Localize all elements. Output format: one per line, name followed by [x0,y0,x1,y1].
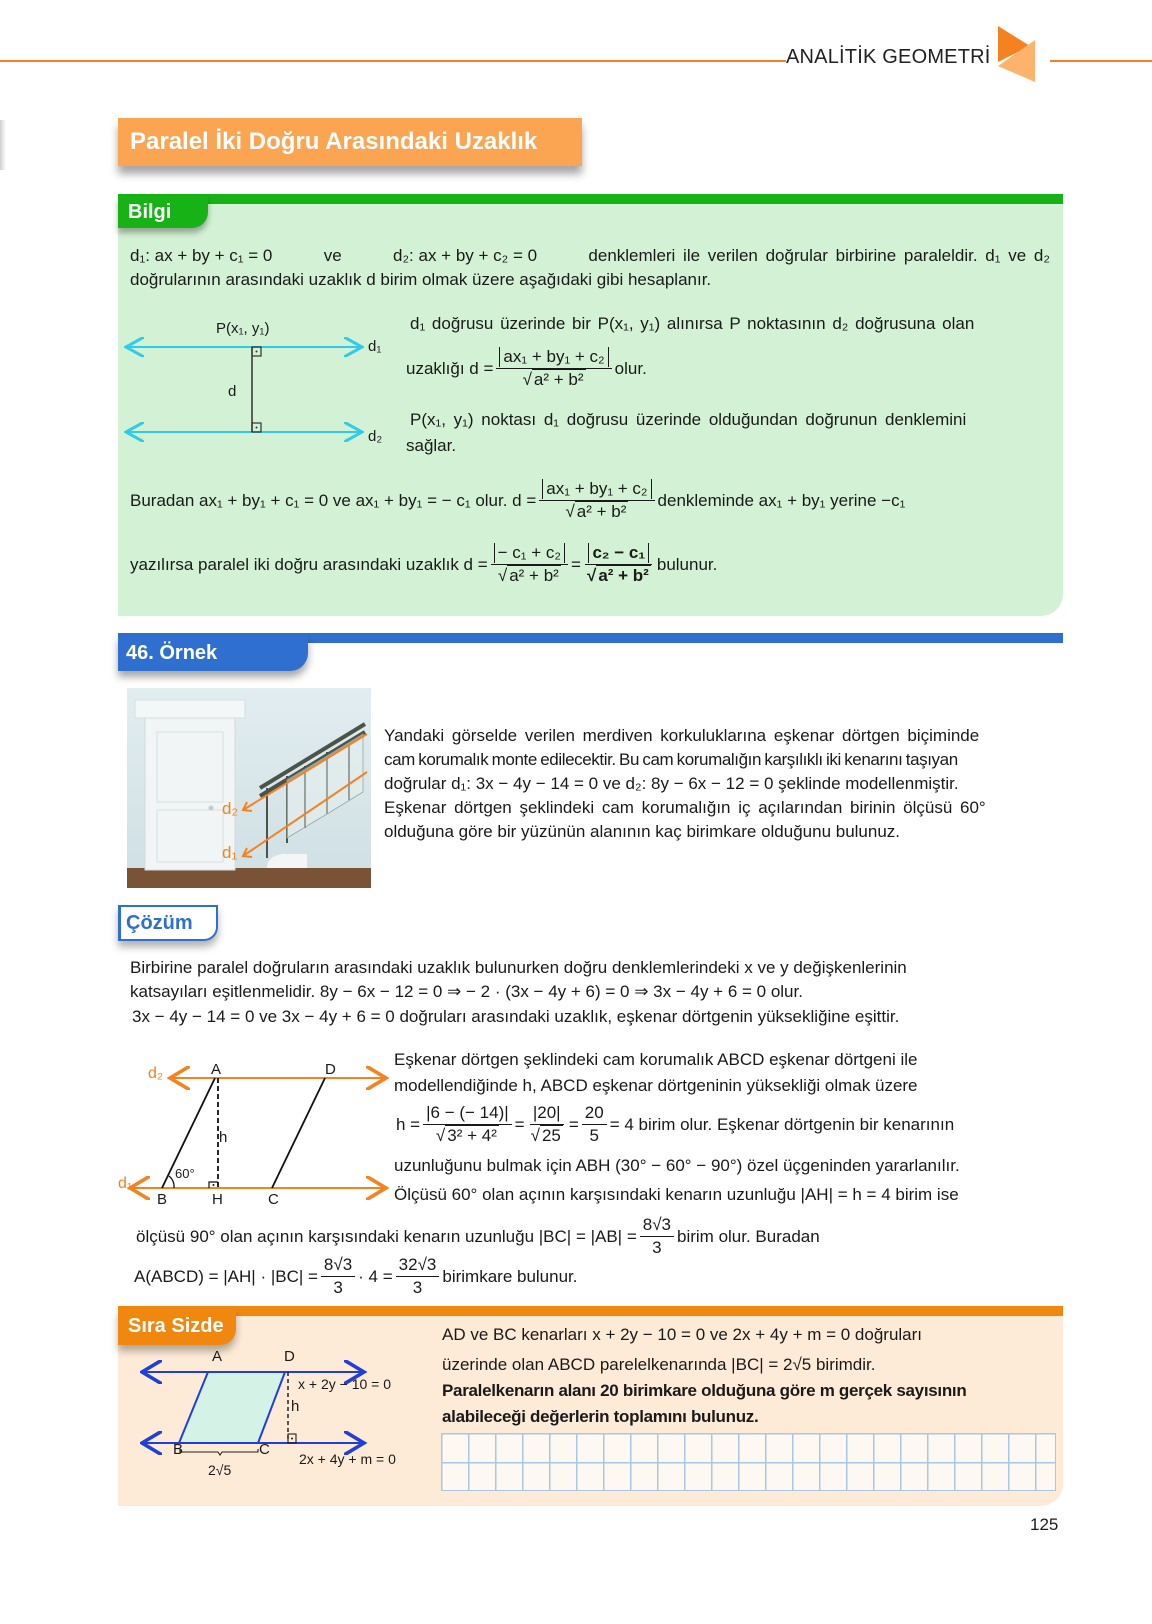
p3-suffix: denkleminde ax₁ + by₁ yerine −c₁ [657,490,906,510]
intro-rest: denklemleri ile verilen doğrular birbirine paraleldir. d₁ ve d₂ [588,246,1050,265]
bilgi-p2-line1: P(x₁, y₁) noktası d₁ doğrusu üzerinde olduğundan doğrunun denklemini [410,410,967,429]
bilgi-p3 [130,478,905,523]
label-D: D [325,1061,336,1078]
h-num1: |6 − (− 14)| [423,1102,512,1125]
label-C: C [268,1191,279,1208]
cozum-area-line [134,1254,578,1299]
area-den2: 3 [412,1278,423,1297]
distance-fraction: $\frac{\text{ax₁ + by₁ + c₂}}{\text{√ a² + b²}}$ [496,346,611,391]
label-A: A [211,1061,222,1078]
d1-equation: d₁: ax + by + c₁ = 0 [130,246,273,265]
ornek-line: olduğuna göre bir yüzünün alanının kaç birimkare olduğunu bulunuz. [384,822,901,841]
p3-fraction: $\frac{\text{ax₁ + by₁ + c₂}}{\text{√ a² + b²}}$ [539,478,654,523]
sira-label-D: D [284,1348,295,1365]
page-edge-shadow [0,120,6,170]
header-rule-right [1050,60,1152,62]
side-dc [272,1078,325,1188]
p4-denominator2: a² + b² [598,566,649,585]
diagram-d2-label: d₂ [368,428,383,445]
label-h: h [219,1129,228,1146]
cozum-60-line: Ölçüsü 60° olan açının karşısındaki kenarın uzunluğu |AH| = h = 4 birim ise [394,1185,959,1204]
label-B: B [157,1191,168,1208]
chapter-title: ANALİTİK GEOMETRİ [786,46,991,68]
cozum-tab: Çözüm [118,905,218,941]
cozum-right-line: modellendiğinde h, ABCD eşkenar dörtgeninin yüksekliği olmak üzere [394,1076,918,1095]
formula-prefix: uzaklığı d = [406,358,494,378]
sira-sizde-tab: Sıra Sizde [118,1309,236,1345]
photo-label-d2: d₂ [222,799,239,818]
sira-label-h: h [291,1398,300,1415]
bc-fraction [640,1214,674,1259]
chapter-logo-icon [990,24,1045,84]
h-den2: 25 [541,1126,561,1145]
ornek-line: Yandaki görselde verilen merdiven korkuluklarına eşkenar dörtgen biçiminde [384,726,980,745]
bilgi-tab: Bilgi [118,196,208,228]
p3-denominator: a² + b² [576,502,627,521]
sira-bold-line1: Paralelkenarın alanı 20 birimkare olduğuna göre m gerçek sayısının [442,1381,967,1400]
bilgi-p1-line1: d₁ doğrusu üzerinde bir P(x₁, y₁) alınırsa P noktasının d₂ doğrusuna olan [410,314,975,333]
cozum-line: 3x − 4y − 14 = 0 ve 3x − 4y + 6 = 0 doğruları arasındaki uzaklık, eşkenar dörtgenin yüksekliğine eşittir. [132,1007,900,1026]
p3-numerator: ax₁ + by₁ + c₂ [542,479,651,499]
diagram-d-label: d [228,383,237,400]
sira-line2: üzerinde olan ABCD parelelkenarında |BC| = 2√5 birimdir. [442,1355,876,1374]
p4-fraction2: $\frac{\text{c₂ − c₁}}{\text{√ a² + b²}}$ [584,542,654,587]
area-fraction1 [321,1254,355,1299]
sira-label-A: A [212,1348,223,1365]
bc-num: 8√3 [640,1214,674,1237]
parallelogram-fill [179,1372,285,1443]
ornek-line: cam korumalık monte edilecektir. Bu cam korumalığın karşılıklı iki kenarını taşıyan [384,750,958,769]
h-den1: 3² + 4² [447,1126,497,1145]
area-suffix: birimkare bulunur. [442,1266,578,1286]
section-title: Paralel İki Doğru Arasındaki Uzaklık [118,118,582,166]
cozum-line: katsayıları eşitlenmelidir. 8y − 6x − 12 = 0 ⇒ − 2 · (3x − 4y + 6) = 0 ⇒ 3x − 4y + 6 = 0 olur. [130,982,803,1001]
p4-prefix: yazılırsa paralel iki doğru arasındaki uzaklık d = [130,554,488,574]
p4-fraction1: $\frac{\text{− c₁ + c₂}}{\text{√ a² + b²}}$ [491,542,568,587]
p4-equals: = [571,554,581,574]
sira-label-C: C [259,1441,270,1458]
cozum-abh-line: uzunluğunu bulmak için ABH (30° − 60° − 90°) özel üçgeninden yararlanılır. [394,1156,960,1175]
ornek-tab: 46. Örnek [118,635,308,671]
h-fraction1: $\frac{|6 - (- 14)|}{\text{√ 3² + 4²}}$ [423,1102,512,1147]
p4-numerator1: − c₁ + c₂ [494,543,565,563]
h-fraction3 [582,1102,607,1147]
h-fraction2: $\frac{|20|}{√ 25}$ [528,1102,566,1147]
h-den3: 5 [589,1126,599,1145]
fraction-numerator: ax₁ + by₁ + c₂ [499,347,608,367]
staircase-photo [127,688,371,888]
bc-den: 3 [652,1238,662,1257]
ornek-line: doğrular d₁: 3x − 4y − 14 = 0 ve d₂: 8y − 6x − 12 = 0 şeklinde modellenmiştir. [384,774,959,793]
answer-grid[interactable] [441,1433,1056,1491]
sira-bold-line2: alabileceği değerlerin toplamını bulunuz. [442,1407,759,1426]
sira-bottom-equation: 2x + 4y + m = 0 [299,1451,396,1467]
cozum-90-line [136,1214,820,1259]
label-H: H [212,1191,223,1208]
page-number: 125 [1030,1515,1059,1534]
bilgi-intro-line1 [130,244,1050,268]
ve-word: ve [323,246,342,265]
area-mid: · 4 = [358,1266,393,1286]
area-prefix: A(ABCD) = |AH| · |BC| = [134,1266,318,1286]
cozum-right-line: Eşkenar dörtgen şeklindeki cam korumalık ABCD eşkenar dörtgeni ile [394,1050,918,1069]
staircase-illustration [127,688,371,888]
bilgi-p2-line2: sağlar. [406,436,457,455]
area-num2: 32√3 [396,1254,440,1277]
sira-line1: AD ve BC kenarları x + 2y − 10 = 0 ve 2x + 4y + m = 0 doğruları [442,1325,923,1344]
label-angle: 60° [175,1166,195,1181]
line90-prefix: ölçüsü 90° olan açının karşısındaki kenarın uzunluğu |BC| = |AB| = [136,1226,637,1246]
p4-numerator2: c₂ − c₁ [588,543,649,563]
p4-suffix: bulunur. [656,554,718,574]
h-prefix: h = [396,1114,421,1134]
h-num3: 20 [582,1102,607,1125]
h-calculation: h = $\frac{|6 - (- 14)|}{\text{√ 3² + 4²}}$ = $\frac{|20|}{√ 25}$ = $\frac{20}{5}$ = 4 birim olur. Eşkenar dörtgenin bir kenarının [396,1103,955,1145]
bc-brace [180,1449,258,1455]
ornek-line: Eşkenar dörtgen şeklindeki cam korumalığın iç açılarından birinin ölçüsü 60° [384,798,986,817]
bilgi-p4 [130,542,717,587]
sira-bc-length: 2√5 [208,1462,232,1478]
sira-label-B: B [173,1441,184,1458]
header-rule-left [0,60,786,62]
h-num2: |20| [530,1102,564,1125]
area-fraction2 [396,1254,440,1299]
line90-suffix: birim olur. Buradan [677,1226,820,1246]
ornek-text [384,724,1051,844]
bilgi-p1-formula [406,346,647,391]
diagram-point-label: P(x₁, y₁) [216,320,270,337]
h-result: = 4 birim olur. Eşkenar dörtgenin bir kenarının [609,1114,955,1134]
p3-prefix: Buradan ax₁ + by₁ + c₁ = 0 ve ax₁ + by₁ = − c₁ olur. d = [130,490,537,510]
cozum-tab-left-edge [118,905,121,941]
cozum-line: Birbirine paralel doğruların arasındaki uzaklık bulunurken doğru denklemlerindeki x ve y değişkenlerinin [130,958,907,977]
fraction-denominator: a² + b² [533,370,584,389]
diagram-d1-label: d₁ [368,338,382,355]
label-d1: d₁ [118,1175,133,1192]
d2-equation: d₂: ax + by + c₂ = 0 [392,246,538,265]
photo-label-d1: d₁ [222,843,238,862]
label-d2: d₂ [148,1065,164,1082]
formula-suffix: olur. [614,358,647,378]
bilgi-intro-line2: doğrularının arasındaki uzaklık d birim olmak üzere aşağıdaki gibi hesaplanır. [130,270,712,289]
sira-sizde-top-bar [118,1306,1063,1316]
p4-denominator1: a² + b² [509,566,559,585]
sira-top-equation: x + 2y − 10 = 0 [298,1376,392,1392]
area-den1: 3 [333,1278,343,1297]
area-num1: 8√3 [321,1254,355,1277]
bilgi-top-bar [118,194,1063,204]
